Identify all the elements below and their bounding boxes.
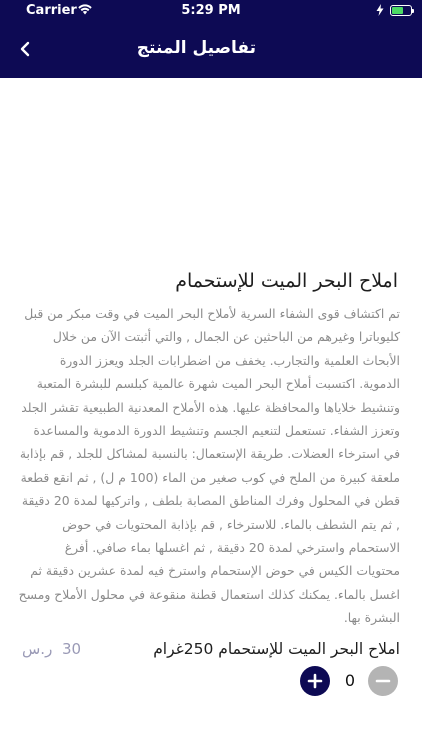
battery-icon [390, 5, 412, 16]
variant-name: املاح البحر الميت للإستحمام 250غرام [153, 640, 400, 658]
page-title: تفاصيل المنتج [136, 38, 256, 58]
product-description: تم اكتشاف قوى الشفاء السرية لأملاح البحر الميت في وقت مبكر من قبل كليوباترا وغيرهم من الباحثين عن الجمال , والتي أثبتت الآن من خلال الأبحاث العلمية والتجارب. يخفف من اضطرابات الجلد ويعزز الدورة الدموية. اكتسبت أملاح البحر الميت شهرة عالمية كبلسم للبشرة المتعبة وتنشيط خلاياها والمحافظة عليها. هذه الأملاح المعدنية الطبيعية تقشر الجلد وتعزز الشفاء. تستعمل لتنعيم الجسم وتنشيط الدورة الدموية والمساعدة في استرخاء العضلات. طريقة الإستعمال: بالنسبة لمشاكل للجلد , قم بإذابة ملعقة كبيرة من الملح في كوب صغير من الماء (100 م ل) , ثم انقع قطعة قطن في المحلول وفرك المناطق المصابة بلطف , واتركيها لمدة 20 دقيقة , ثم يتم الشطف بالماء. للاسترخاء , قم بإذابة المحتويات في حوض الاستحمام واسترخي لمدة 20 دقيقة , ثم اغسلها بماء صافي. أفرغ محتويات الكيس في حوض الإستحمام واسترخ فيه لمدة عشرين دقيقة ثم اغسل بالماء. يمكنك كذلك استعمال قطنة منقوعة في محلول الأملاح ومسح البشرة بها. [18, 306, 400, 626]
chevron-left-icon [19, 41, 31, 57]
nav-bar [0, 22, 422, 78]
plus-icon [307, 673, 323, 689]
product-variant [22, 640, 400, 662]
variant-currency: ر.س [22, 640, 53, 658]
increase-quantity-button[interactable] [300, 666, 330, 696]
minus-icon [375, 673, 391, 689]
product-image-area [0, 78, 422, 258]
status-time: 5:29 PM [181, 3, 241, 18]
charging-icon [376, 4, 384, 16]
status-bar [0, 0, 422, 22]
back-button[interactable] [12, 36, 38, 62]
carrier-label: Carrier [26, 3, 77, 18]
quantity-value: 0 [344, 671, 356, 690]
variant-price: 30 [62, 640, 82, 658]
decrease-quantity-button[interactable] [368, 666, 398, 696]
product-title: املاح البحر الميت للإستحمام [175, 270, 398, 292]
quantity-stepper [300, 665, 400, 697]
